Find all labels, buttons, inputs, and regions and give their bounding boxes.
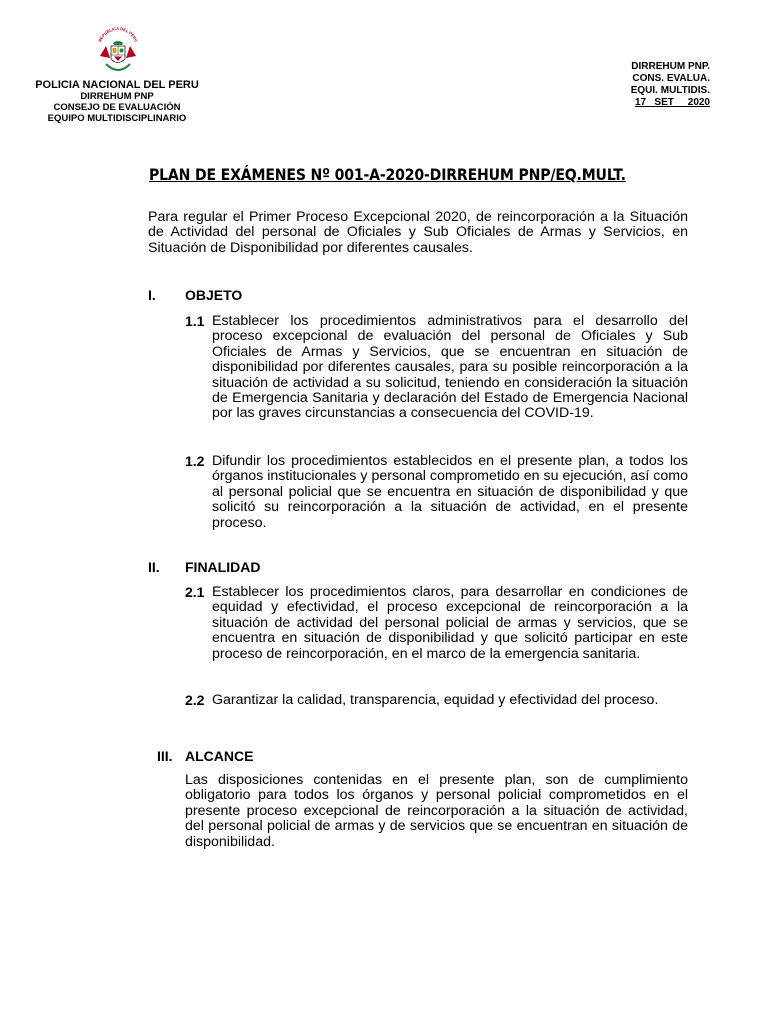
item-number: 1.1 — [185, 313, 205, 329]
item-number: 2.2 — [185, 692, 205, 708]
header-reference-line3: EQUI. MULTIDIS. — [630, 85, 710, 96]
section-name: OBJETO — [185, 287, 243, 303]
section-number: III. — [157, 748, 173, 764]
seal-arc-text: REPUBLICA DEL PERU — [97, 26, 139, 43]
item-number: 2.1 — [185, 584, 205, 600]
list-item — [185, 454, 688, 531]
header-institution-line4: EQUIPO MULTIDISCIPLINARIO — [47, 113, 187, 124]
section-name: ALCANCE — [185, 748, 254, 764]
item-number: 1.2 — [185, 453, 205, 469]
item-text: Establecer los procedimientos administrativos para el desarrollo del proceso excepcional de evaluación del personal de Oficiales y Sub Oficiales de Armas y Servicios, que se encuentran en situación de disponibilidad por diferentes causales, para su posible reincorporación a la situación de actividad a su solicitud, teniendo en consideración la situación de Emergencia Sanitaria y declaración del Estado de Emergencia Nacional por las graves circunstancias a consecuencia del COVID-19. — [212, 313, 688, 422]
header-institution-line1: POLICIA NACIONAL DEL PERU — [35, 79, 199, 91]
alcance-paragraph: Las disposiciones contenidas en el presente plan, son de cumplimiento obligatorio para todos los órganos y personal policial comprometidos en el presente proceso excepcional de reincorporación a la situación de actividad, del personal policial de armas y de servicios que se encuentran en situación de disponibilidad. — [185, 772, 688, 850]
list-item — [185, 314, 688, 422]
item-text: Garantizar la calidad, transparencia, equidad y efectividad del proceso. — [212, 692, 659, 708]
header-reference-line1: DIRREHUM PNP. — [631, 61, 710, 72]
intro-paragraph: Para regular el Primer Proceso Excepcional 2020, de reincorporación a la Situación de Actividad del personal de Oficiales y Sub Oficiales de Armas y Servicios, en Situación de Disponibilidad por diferentes causales. — [148, 209, 688, 256]
list-item — [185, 693, 688, 708]
item-text: Establecer los procedimientos claros, para desarrollar en condiciones de equidad y efectividad, el proceso excepcional de reincorporación a la situación de actividad del personal policial de armas y servicios, que se encuentra en situación de disponibilidad y que solicitó participar en este proceso de reincorporación, en el marco de la emergencia sanitaria. — [212, 584, 688, 662]
item-text: Difundir los procedimientos establecidos en el presente plan, a todos los órganos institucionales y personal comprometido en su ejecución, así como al personal policial que se encuentra en situación de disponibilidad y que solicitó su reincorporación a la situación de actividad, en el presente proceso. — [212, 453, 688, 531]
header-institution-line2: DIRREHUM PNP — [80, 91, 154, 102]
coat-of-arms-icon — [92, 26, 144, 76]
header-reference — [631, 61, 710, 109]
section-name: FINALIDAD — [185, 559, 261, 575]
header-institution — [22, 80, 212, 124]
section-number: II. — [148, 559, 160, 575]
section-number: I. — [148, 287, 156, 303]
list-item — [185, 585, 688, 662]
header-institution-line3: CONSEJO DE EVALUACIÓN — [53, 102, 181, 113]
header-reference-line2: CONS. EVALUA. — [632, 73, 710, 84]
document-title: PLAN DE EXÁMENES Nº 001-A-2020-DIRREHUM PNP/EQ.MULT. — [148, 165, 626, 184]
header-reference-date: 17 SET 2020 — [634, 97, 710, 108]
